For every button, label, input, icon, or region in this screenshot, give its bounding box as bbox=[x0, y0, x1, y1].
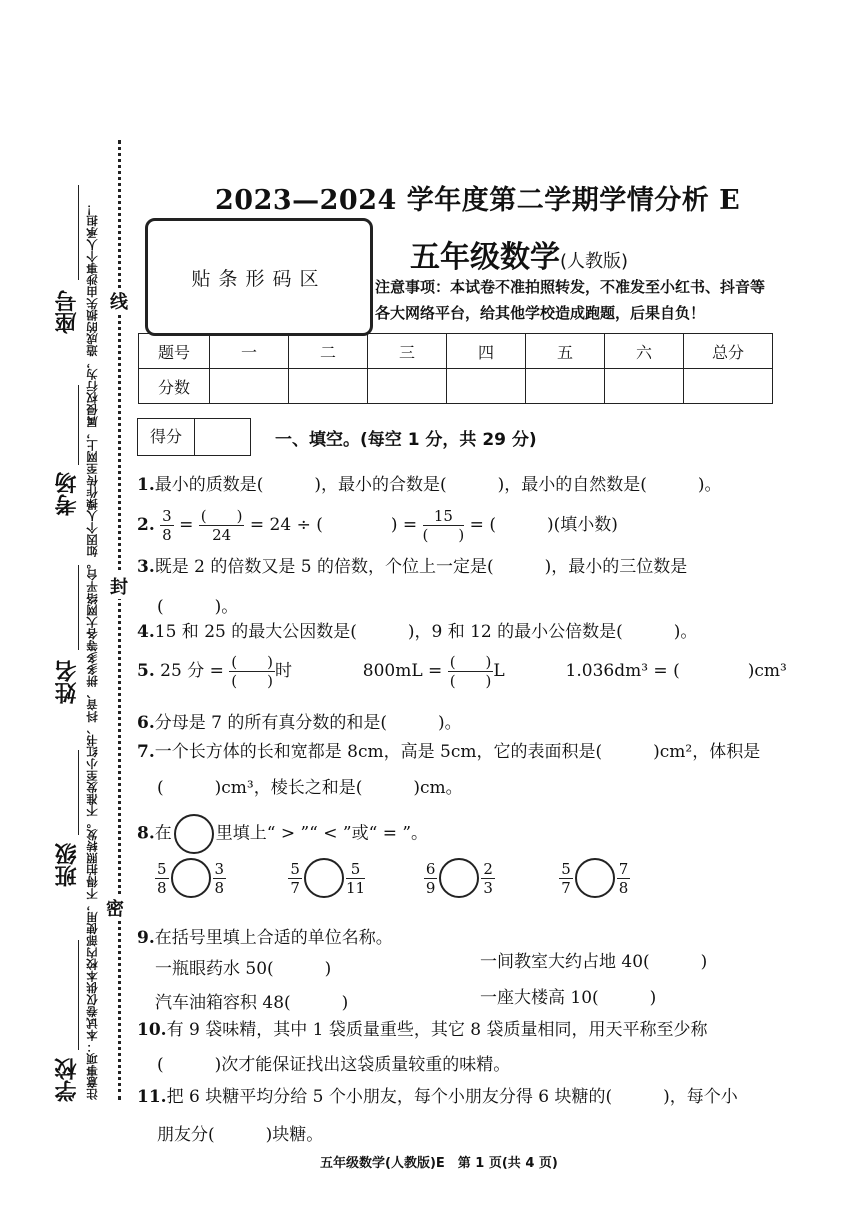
question-text: 800mL = bbox=[362, 661, 443, 681]
score-header-cell: 题号 bbox=[139, 334, 210, 369]
page-footer: 五年级数学(人教版)E 第 1 页(共 4 页) bbox=[320, 1156, 558, 1171]
exam-title: 2023—2024 学年度第二学期学情分析 E bbox=[215, 185, 741, 216]
question-text: = ( )(填小数) bbox=[469, 515, 618, 535]
score-header-cell: 五 bbox=[526, 334, 605, 369]
field-seat-line[interactable] bbox=[78, 185, 79, 280]
fraction-denominator: 24 bbox=[212, 526, 232, 544]
question-text: 最小的质数是( )，最小的合数是( )，最小的自然数是( )。 bbox=[154, 475, 722, 495]
question-11-continued: 朋友分( )块糖。 bbox=[157, 1125, 324, 1145]
score-header-cell: 六 bbox=[605, 334, 684, 369]
score-table-header-row bbox=[139, 334, 773, 369]
unit-item: 一瓶眼药水 50( ) bbox=[155, 959, 332, 979]
fraction bbox=[448, 653, 494, 690]
fraction-denominator: 9 bbox=[425, 878, 436, 897]
question-7-continued: ( )cm³，棱长之和是( )cm。 bbox=[157, 778, 463, 798]
fraction-numerator: 7 bbox=[618, 859, 629, 878]
question-3 bbox=[137, 552, 687, 577]
fraction-denominator: ( ) bbox=[422, 526, 465, 544]
question-number: 11. bbox=[137, 1087, 167, 1107]
question-text: 在括号里填上合适的单位名称。 bbox=[154, 928, 393, 948]
score-header-cell: 一 bbox=[210, 334, 289, 369]
fraction-numerator: ( ) bbox=[231, 653, 273, 671]
question-number: 6. bbox=[137, 713, 155, 733]
question-text: = 24 ÷ ( ) = bbox=[249, 515, 418, 535]
question-text: 在 bbox=[154, 823, 172, 844]
fraction-denominator: ( ) bbox=[231, 672, 273, 690]
fraction bbox=[559, 860, 573, 897]
score-cell[interactable] bbox=[526, 369, 605, 404]
question-2: 2. $\frac{3}{8}$ = $\frac{( )}{24}$ = 24 ÷ ( ) = $\frac{15}{( )}$ = ( )(填小数) bbox=[137, 507, 618, 544]
question-text: 有 9 袋味精，其中 1 袋质量重些，其它 8 袋质量相同，用天平称至少称 bbox=[166, 1020, 708, 1040]
binding-dotted-line bbox=[118, 140, 121, 1100]
field-room-line[interactable] bbox=[78, 385, 79, 465]
unit-item: 一间教室大约占地 40( ) bbox=[480, 952, 708, 972]
fraction-numerator: 5 bbox=[346, 860, 365, 879]
score-table-score-row bbox=[139, 369, 773, 404]
question-number: 5. bbox=[137, 661, 155, 681]
fraction-denominator: 8 bbox=[157, 878, 167, 897]
subject-name: 五年级数学 bbox=[410, 240, 560, 275]
score-header-cell: 三 bbox=[368, 334, 447, 369]
unit-item: 汽车油箱容积 48( ) bbox=[155, 993, 349, 1013]
question-10-continued: ( )次才能保证找出这袋质量较重的味精。 bbox=[157, 1055, 511, 1075]
fraction-numerator: 2 bbox=[483, 859, 493, 878]
field-name-label: 姓名 bbox=[55, 660, 80, 704]
fraction bbox=[346, 860, 365, 897]
fraction-numerator: 3 bbox=[214, 859, 225, 878]
fraction-denominator: 7 bbox=[561, 878, 571, 897]
fraction bbox=[160, 507, 174, 544]
fraction-denominator: 11 bbox=[345, 878, 366, 897]
compare-circle bbox=[174, 814, 214, 854]
question-text: 既是 2 的倍数又是 5 的倍数，个位上一定是( )，最小的三位数是 bbox=[154, 557, 688, 577]
section-score-box[interactable] bbox=[137, 418, 251, 456]
compare-pair bbox=[559, 858, 679, 898]
fraction-numerator: 3 bbox=[162, 507, 172, 525]
field-room-label: 考场 bbox=[55, 472, 80, 516]
score-header-cell: 四 bbox=[447, 334, 526, 369]
question-text: 里填上“ > ”“ < ”或“ = ”。 bbox=[215, 823, 429, 844]
score-cell[interactable] bbox=[368, 369, 447, 404]
field-class-label: 班级 bbox=[55, 843, 80, 887]
question-number: 7. bbox=[137, 742, 155, 762]
question-10 bbox=[137, 1015, 707, 1040]
compare-circle[interactable] bbox=[439, 858, 479, 898]
question-number: 3. bbox=[137, 557, 155, 577]
field-class-line[interactable] bbox=[78, 750, 79, 835]
edition-label: (人教版) bbox=[560, 251, 629, 272]
fraction bbox=[481, 860, 495, 897]
fraction-denominator: 8 bbox=[618, 878, 629, 897]
compare-circle[interactable] bbox=[304, 858, 344, 898]
question-text: 1.036dm³ = ( )cm³ bbox=[565, 661, 787, 681]
fraction-denominator: 7 bbox=[290, 878, 300, 897]
seal-mark-secret: 密 bbox=[106, 895, 124, 921]
question-number: 1. bbox=[137, 475, 155, 495]
question-text: 15 和 25 的最大公因数是( )，9 和 12 的最小公倍数是( )。 bbox=[154, 622, 698, 642]
compare-pair bbox=[424, 858, 554, 898]
question-11 bbox=[137, 1082, 738, 1107]
score-cell[interactable] bbox=[210, 369, 289, 404]
fraction-denominator: 8 bbox=[162, 526, 172, 544]
fraction-denominator: 3 bbox=[483, 878, 493, 897]
score-cell[interactable] bbox=[605, 369, 684, 404]
fraction-numerator: 5 bbox=[290, 859, 300, 878]
question-text: 分母是 7 的所有真分数的和是( )。 bbox=[154, 713, 462, 733]
score-header-cell: 总分 bbox=[684, 334, 773, 369]
fraction-numerator: ( ) bbox=[449, 653, 492, 671]
compare-row bbox=[155, 858, 679, 898]
question-7 bbox=[137, 737, 760, 762]
unit-item: 一座大楼高 10( ) bbox=[480, 988, 657, 1008]
section-title: 一、填空。(每空 1 分，共 29 分) bbox=[275, 430, 537, 450]
fraction bbox=[229, 653, 275, 690]
score-row-label: 分数 bbox=[139, 369, 210, 404]
seal-mark-seal: 封 bbox=[110, 573, 128, 599]
question-number: 10. bbox=[137, 1020, 167, 1040]
question-5 bbox=[137, 653, 787, 690]
question-8 bbox=[137, 814, 428, 854]
fraction-denominator: ( ) bbox=[449, 672, 492, 690]
score-cell[interactable] bbox=[684, 369, 773, 404]
section-score-label: 得分 bbox=[138, 419, 195, 455]
seal-mark-line: 线 bbox=[110, 288, 128, 314]
fraction-numerator: 15 bbox=[423, 507, 465, 526]
question-text: 25 分 = bbox=[160, 661, 224, 681]
fraction bbox=[155, 860, 169, 897]
question-4 bbox=[137, 617, 697, 642]
unit-label: 时 bbox=[274, 661, 292, 681]
unit-label: L bbox=[493, 661, 505, 681]
question-6 bbox=[137, 708, 462, 733]
score-cell[interactable] bbox=[447, 369, 526, 404]
question-3-continued: ( )。 bbox=[157, 597, 239, 617]
question-9 bbox=[137, 923, 393, 948]
field-school-label: 学校 bbox=[55, 1058, 80, 1102]
question-number: 2. bbox=[137, 515, 155, 535]
question-number: 4. bbox=[137, 622, 155, 642]
compare-circle[interactable] bbox=[171, 858, 211, 898]
fraction-numerator: 5 bbox=[561, 859, 571, 878]
question-number: 9. bbox=[137, 928, 155, 948]
fraction bbox=[213, 860, 227, 897]
fraction bbox=[199, 507, 245, 544]
barcode-area: 贴条形码区 bbox=[145, 218, 373, 336]
question-number: 8. bbox=[137, 823, 155, 844]
question-text: 一个长方体的长和宽都是 8cm，高是 5cm，它的表面积是( )cm²，体积是 bbox=[154, 742, 761, 762]
field-seat-label: 座号 bbox=[55, 290, 80, 334]
compare-pair bbox=[288, 858, 418, 898]
compare-pair bbox=[155, 858, 283, 898]
score-header-cell: 二 bbox=[289, 334, 368, 369]
field-school-line[interactable] bbox=[78, 940, 79, 1050]
fraction-numerator: 5 bbox=[157, 859, 167, 878]
fraction-numerator: ( ) bbox=[200, 507, 243, 525]
score-cell[interactable] bbox=[289, 369, 368, 404]
fraction bbox=[617, 860, 631, 897]
binding-notice: 注意事项：本试卷仅供本校内部使用，不得拍照转发。不准发至小红书、抖音、拼多多等各大网络平台。如因个人操作传至网上，属侵权行为，造成的损失由涉事个人承担！ bbox=[85, 203, 99, 1100]
header-notice: 注意事项：本试卷不准拍照转发，不准发至小红书、抖音等各大网络平台，给其他学校造成跑题，后果自负！ bbox=[375, 278, 766, 322]
field-name-line[interactable] bbox=[78, 565, 79, 650]
fraction-denominator: 8 bbox=[214, 878, 225, 897]
fraction-numerator: 6 bbox=[425, 859, 436, 878]
subject-title bbox=[410, 232, 628, 276]
question-text: 把 6 块糖平均分给 5 个小朋友，每个小朋友分得 6 块糖的( )，每个小 bbox=[166, 1087, 738, 1107]
fraction bbox=[423, 507, 465, 544]
score-table bbox=[138, 333, 773, 404]
compare-circle[interactable] bbox=[575, 858, 615, 898]
question-1 bbox=[137, 470, 722, 495]
fraction bbox=[424, 860, 438, 897]
fraction bbox=[288, 860, 302, 897]
